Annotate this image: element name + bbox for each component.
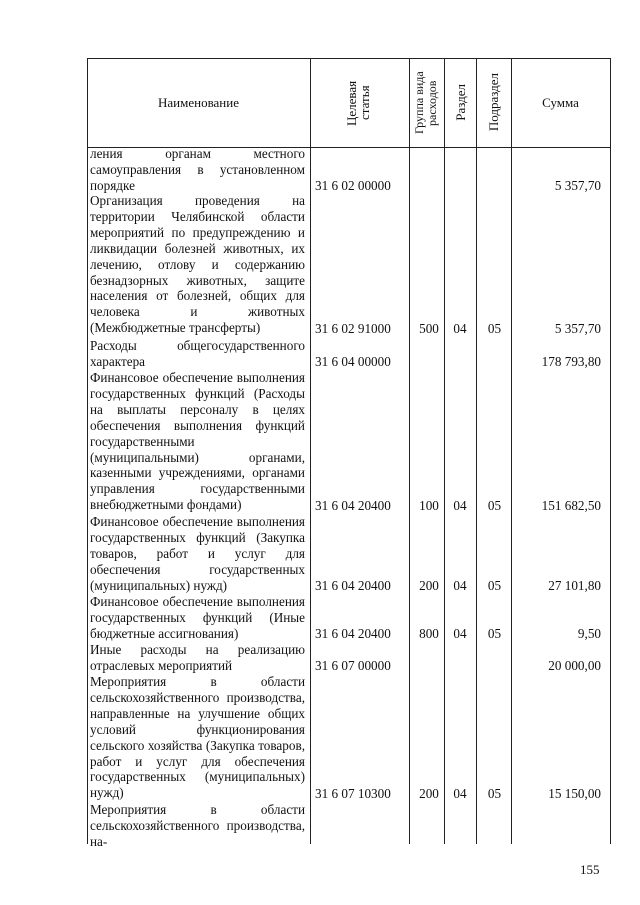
row-name: Организация проведения на территории Челябинской области мероприятий по предупреждению и ликвидации болезней животных, их лечению, отлову и содержанию безнадзорных животных, защите населения от болезней, общих для человека и животных (Межбюджетные трансферты) (90, 193, 305, 336)
header-section: Раздел (452, 84, 468, 121)
row-section: 04 (453, 786, 467, 801)
col-border (444, 58, 445, 844)
row-name: Иные расходы на реализацию отраслевых мероприятий (90, 642, 305, 673)
row-sum: 5 357,70 (554, 178, 601, 193)
row-group: 200 (419, 786, 439, 801)
row-sum: 15 150,00 (548, 786, 601, 801)
row-sum: 178 793,80 (541, 354, 601, 369)
row-code: 31 6 04 20400 (315, 626, 391, 641)
row-name: Финансовое обеспечение выполнения государственных функций (Закупка товаров, работ и услуг для обеспечения государственных (муниципальных) нужд) (90, 514, 305, 593)
row-subsection: 05 (487, 626, 502, 641)
row-section: 04 (453, 321, 467, 336)
row-group: 100 (419, 498, 439, 513)
header-subsection: Подраздел (486, 73, 501, 132)
row-subsection: 05 (487, 578, 502, 593)
row-code: 31 6 04 20400 (315, 578, 391, 593)
row-group: 500 (419, 321, 439, 336)
row-sum: 151 682,50 (541, 498, 601, 513)
row-sum: 20 000,00 (548, 658, 601, 673)
row-name: ления органам местного самоуправления в установленном порядке (90, 146, 305, 193)
row-code: 31 6 07 00000 (315, 658, 391, 673)
row-code: 31 6 07 10300 (315, 786, 391, 801)
header-name: Наименование (158, 94, 239, 110)
row-name: Мероприятия в области сельскохозяйственного производства, направленные на улучшение общих условий функционирования сельского хозяйства (Закупка товаров, работ и услуг для обеспечения государственных (муниципальных) нужд) (90, 674, 305, 801)
page-number: 155 (580, 862, 600, 877)
row-section: 04 (453, 626, 467, 641)
header-group: Группа вида расходов (411, 71, 439, 134)
col-border (610, 58, 611, 844)
row-code: 31 6 02 91000 (315, 321, 391, 336)
row-subsection: 05 (487, 498, 502, 513)
col-border (87, 58, 88, 844)
row-sum: 9,50 (577, 626, 601, 641)
row-subsection: 05 (487, 786, 502, 801)
row-subsection: 05 (487, 321, 502, 336)
header-target: Целевая статья (343, 79, 372, 126)
col-border (511, 58, 512, 844)
header-sum: Сумма (542, 94, 579, 110)
row-name: Финансовое обеспечение выполнения государственных функций (Расходы на выплаты персоналу в целях обеспечения выполнения функций государственными (муниципальными) органами, казенными учреждениями, органами управления государственными внебюджетными фондами) (90, 370, 305, 513)
budget-table (87, 58, 611, 849)
row-group: 800 (419, 626, 439, 641)
row-section: 04 (453, 498, 467, 513)
col-border (476, 58, 477, 844)
row-code: 31 6 04 00000 (315, 354, 391, 369)
col-border (310, 58, 311, 844)
row-code: 31 6 04 20400 (315, 498, 391, 513)
row-sum: 5 357,70 (554, 321, 601, 336)
row-code: 31 6 02 00000 (315, 178, 391, 193)
row-group: 200 (419, 578, 439, 593)
row-name: Финансовое обеспечение выполнения государственных функций (Иные бюджетные ассигнования) (90, 594, 305, 641)
row-name: Расходы общегосударственного характера (90, 338, 305, 369)
col-border (409, 58, 410, 844)
row-section: 04 (453, 578, 467, 593)
row-name: Мероприятия в области сельскохозяйственного производства, на- (90, 802, 305, 849)
row-sum: 27 101,80 (548, 578, 601, 593)
